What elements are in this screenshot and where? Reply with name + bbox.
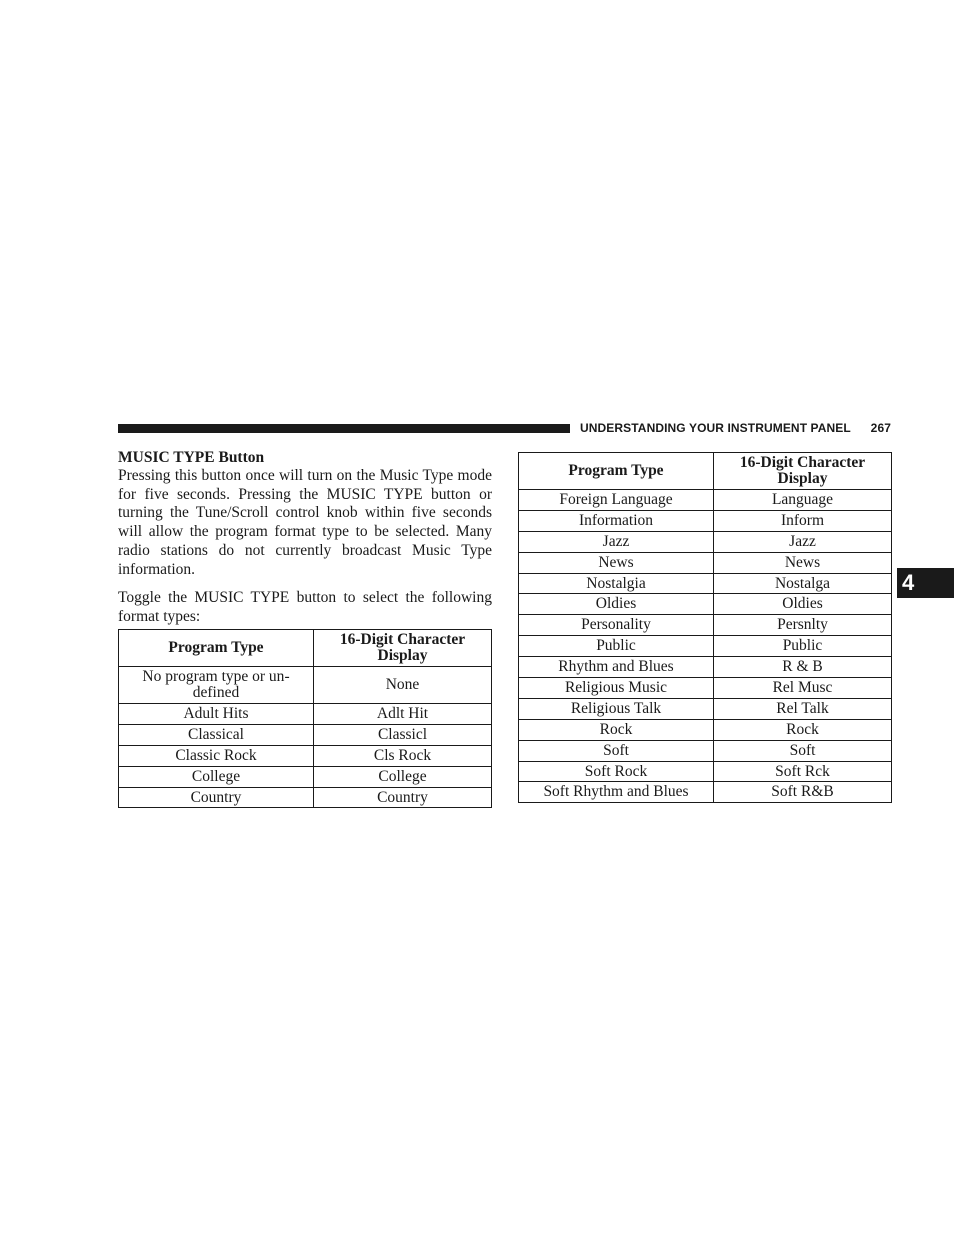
table-row <box>519 719 892 740</box>
header-section-title: UNDERSTANDING YOUR INSTRUMENT PANEL <box>580 421 851 435</box>
display-cell: Public <box>714 636 892 657</box>
program-type-cell: Rock <box>519 719 714 740</box>
table-row <box>519 490 892 511</box>
program-type-table-right <box>518 452 892 803</box>
header-rule <box>118 424 570 433</box>
header-character-display: 16-Digit Character Display <box>314 630 492 667</box>
header-program-type: Program Type <box>119 630 314 667</box>
body-text <box>118 448 492 627</box>
table-row <box>119 724 492 745</box>
display-cell: Jazz <box>714 531 892 552</box>
display-cell: Rel Musc <box>714 678 892 699</box>
display-cell: College <box>314 766 492 787</box>
program-type-cell: Oldies <box>519 594 714 615</box>
program-type-cell: Nostalgia <box>519 573 714 594</box>
display-cell: Persnlty <box>714 615 892 636</box>
program-type-cell: Soft Rhythm and Blues <box>519 782 714 803</box>
chapter-tab <box>897 568 954 598</box>
running-header <box>580 420 891 436</box>
display-cell: Classicl <box>314 724 492 745</box>
program-type-cell: Jazz <box>519 531 714 552</box>
program-type-cell: Soft Rock <box>519 761 714 782</box>
paragraph-intro: Pressing this button once will turn on the Music Type mode for five seconds. Pressing the MUSIC TYPE button or turning the Tune/Scroll control knob within five seconds will allow the program format type to be selected. Many radio stations do not currently broadcast Music Type information. <box>118 467 492 578</box>
header-character-display: 16-Digit Character Display <box>714 453 892 490</box>
section-title: MUSIC TYPE Button <box>118 449 265 466</box>
table-row <box>519 510 892 531</box>
program-type-cell: Public <box>519 636 714 657</box>
table-header-row <box>519 453 892 490</box>
header-program-type: Program Type <box>519 453 714 490</box>
program-type-cell: No program type or undefined <box>119 667 314 704</box>
table-row <box>119 667 492 704</box>
table-row <box>519 615 892 636</box>
program-type-cell: Classic Rock <box>119 745 314 766</box>
display-cell: Nostalga <box>714 573 892 594</box>
display-cell: Language <box>714 490 892 511</box>
program-type-cell: Adult Hits <box>119 704 314 725</box>
display-cell: News <box>714 552 892 573</box>
display-cell: Soft R&B <box>714 782 892 803</box>
table-row <box>519 657 892 678</box>
display-cell: None <box>314 667 492 704</box>
program-type-cell: Classical <box>119 724 314 745</box>
display-cell: Country <box>314 787 492 808</box>
table-row <box>519 761 892 782</box>
display-cell: Oldies <box>714 594 892 615</box>
display-cell: Soft <box>714 740 892 761</box>
table-row <box>519 678 892 699</box>
page-number: 267 <box>870 421 891 435</box>
table-row <box>519 740 892 761</box>
table-row <box>519 594 892 615</box>
display-cell: R & B <box>714 657 892 678</box>
program-type-cell: Rhythm and Blues <box>519 657 714 678</box>
table-row <box>119 787 492 808</box>
program-type-cell: College <box>119 766 314 787</box>
table-row <box>519 573 892 594</box>
program-type-cell: Foreign Language <box>519 490 714 511</box>
display-cell: Rel Talk <box>714 698 892 719</box>
paragraph-toggle: Toggle the MUSIC TYPE button to select the following format types: <box>118 589 492 625</box>
display-cell: Cls Rock <box>314 745 492 766</box>
program-type-cell: Religious Music <box>519 678 714 699</box>
program-type-table-left <box>118 629 492 808</box>
display-cell: Rock <box>714 719 892 740</box>
table-row <box>119 745 492 766</box>
table-row <box>519 531 892 552</box>
program-type-cell: Country <box>119 787 314 808</box>
program-type-cell: News <box>519 552 714 573</box>
table-row <box>119 704 492 725</box>
display-cell: Inform <box>714 510 892 531</box>
table-row <box>519 636 892 657</box>
display-cell: Adlt Hit <box>314 704 492 725</box>
program-type-cell: Personality <box>519 615 714 636</box>
table-header-row <box>119 630 492 667</box>
chapter-number: 4 <box>902 570 915 595</box>
table-row <box>119 766 492 787</box>
program-type-cell: Soft <box>519 740 714 761</box>
table-row <box>519 782 892 803</box>
table-row <box>519 698 892 719</box>
program-type-cell: Religious Talk <box>519 698 714 719</box>
program-type-cell: Information <box>519 510 714 531</box>
table-row <box>519 552 892 573</box>
display-cell: Soft Rck <box>714 761 892 782</box>
